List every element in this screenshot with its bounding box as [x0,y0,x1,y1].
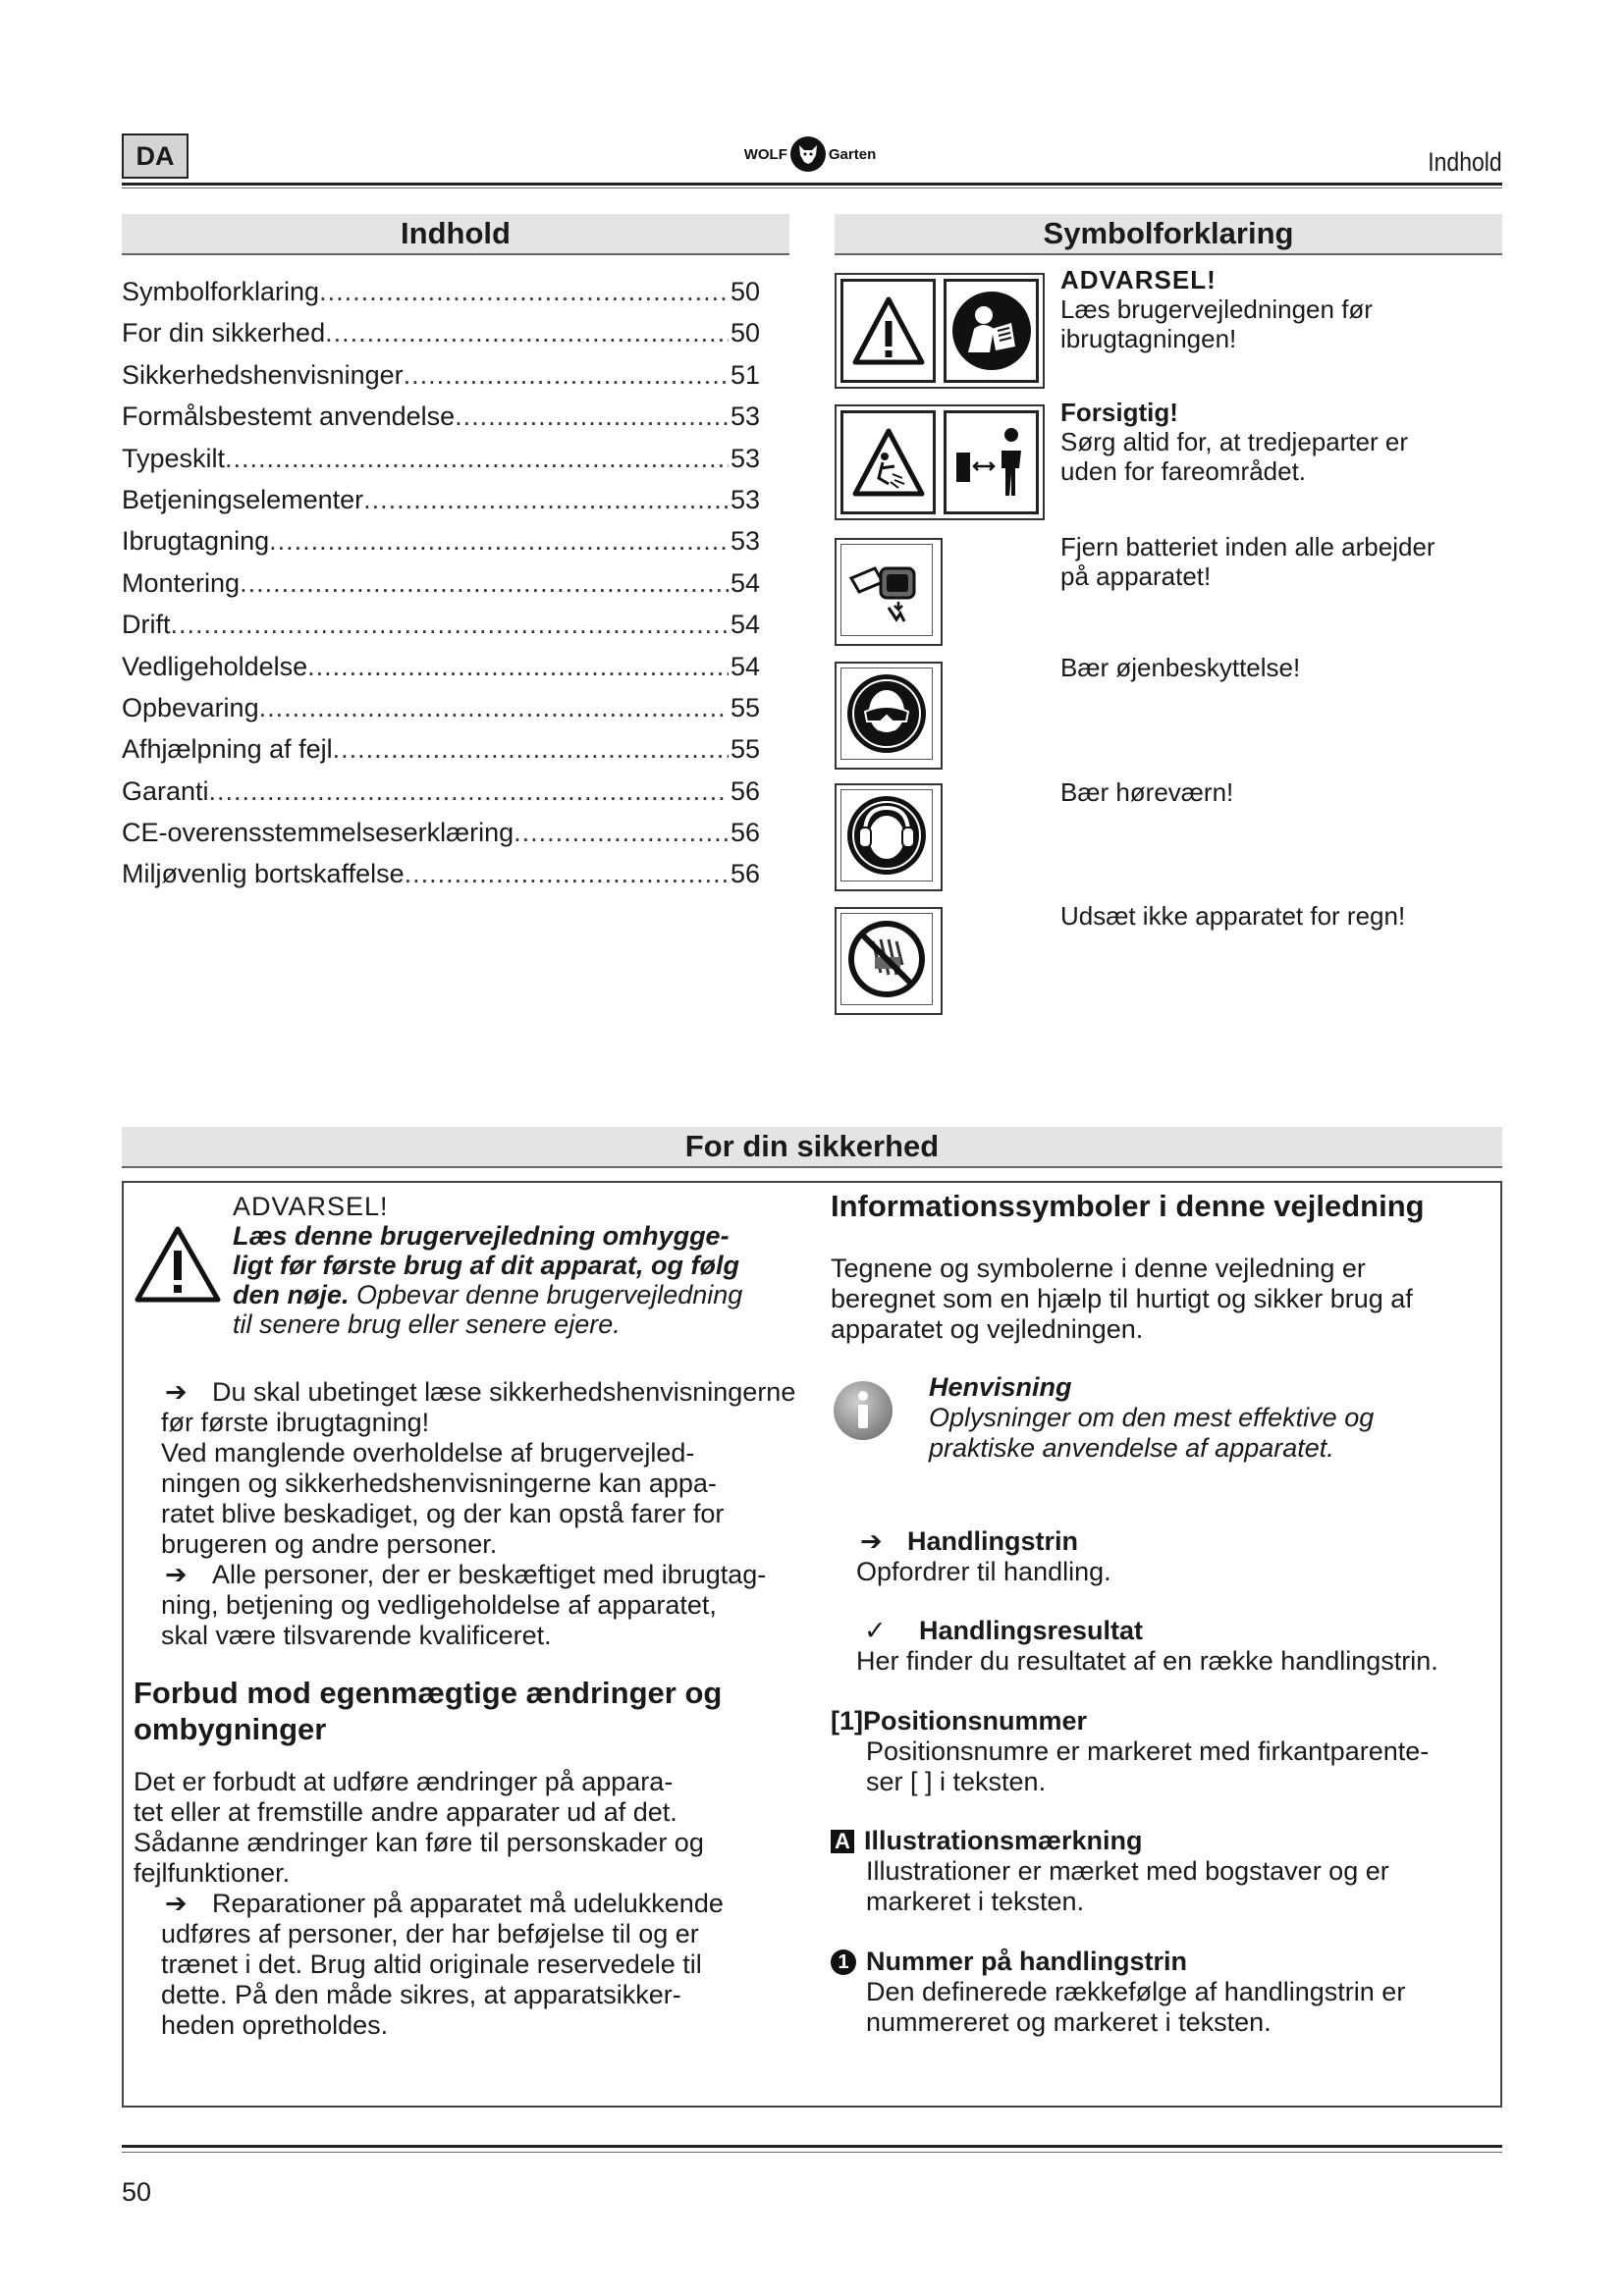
paragraph-line: brugeren og andre personer. [161,1529,498,1559]
toc-page: 55 [730,734,760,765]
illustration-line: Illustrationer er mærket med bogstaver og er [866,1856,1389,1886]
symbol-eye-text: Bær øjenbeskyttelse! [1060,653,1301,682]
toc-title: Indhold [122,214,789,255]
toc-label: CE-overensstemmelseserklæring [122,818,514,848]
paragraph-line: Ved manglende overholdelse af brugervejled- [161,1438,695,1468]
toc-label: For din sikkerhed [122,318,326,348]
nummer-line: nummereret og markeret i teksten. [866,2007,1272,2037]
toc-row[interactable] [122,652,760,693]
positionsnummer-line: ser [ ] i teksten. [866,1767,1047,1796]
toc-page: 54 [730,651,760,681]
letter-a-badge-icon: A [831,1830,854,1853]
bullet-line: ning, betjening og vedligeholdelse af apparatet, [161,1590,717,1620]
positionsnummer-line: Positionsnumre er markeret med firkantparente- [866,1736,1430,1766]
paragraph-line: ratet blive beskadiget, og der kan opstå farer for [161,1499,725,1528]
bullet-line: Reparationer på apparatet må udelukkende [212,1889,724,1918]
table-of-contents [122,277,760,901]
bullet-line: skal være tilsvarende kvalificeret. [161,1621,552,1650]
paragraph-line: apparatet og vejledningen. [831,1314,1144,1344]
symbol-battery-text: på apparatet! [1060,561,1212,591]
page-number: 50 [122,2177,152,2207]
bullet-line: dette. På den måde sikres, at apparatsikker- [161,1980,681,2009]
checkmark-icon: ✓ [864,1616,887,1645]
warning-line: Opbevar denne brugervejledning [349,1280,743,1309]
bullet-line: udføres af personer, der har beføjelse til og er [161,1919,699,1949]
warning-line: til senere brug eller senere ejere. [233,1309,621,1339]
toc-label: Opbevaring [122,692,259,722]
positionsnummer-block [831,1706,1429,1797]
toc-label: Afhjælpning af fejl [122,734,333,765]
paragraph-line: tet eller at fremstille andre apparater ud af det. [134,1797,677,1827]
toc-row[interactable] [122,568,760,610]
henvisning-line: Oplysninger om den mest effektive og [929,1403,1375,1432]
heading-forbud [134,1675,722,1747]
warning-big-icon [134,1225,222,1308]
toc-row[interactable] [122,360,760,401]
symbol-battery-text: Fjern batteriet inden alle arbejder [1060,532,1435,561]
nummer-block [831,1947,1405,2038]
illustration-title: Illustrationsmærkning [864,1826,1143,1855]
warning-line: ligt før første brug af dit apparat, og følg [233,1251,739,1280]
forbud-paragraph [134,1767,724,2041]
symbol-box-hearing-protection [835,783,943,891]
handlingsresultat-title: Handlingsresultat [919,1616,1144,1645]
header-rule-thin [122,187,1502,188]
toc-row[interactable] [122,818,760,859]
toc-page: 53 [730,484,760,514]
toc-label: Ibrugtagning [122,526,270,557]
paragraph-line: fejlfunktioner. [134,1858,291,1888]
header-rule [122,183,1502,186]
henvisning-line: praktiske anvendelse af apparatet. [929,1433,1334,1463]
paragraph-line: Tegnene og symbolerne i denne vejledning er [831,1254,1366,1283]
paragraph-line: beregnet som en hjælp til hurtigt og sikker brug af [831,1284,1413,1313]
toc-label: Drift [122,610,171,640]
info-icon [831,1378,895,1448]
toc-page: 51 [730,359,760,390]
brand-logo [731,130,889,179]
toc-label: Symbolforklaring [122,277,320,306]
safety-title: For din sikkerhed [122,1127,1502,1168]
read-manual-icon [944,279,1039,383]
toc-row[interactable] [122,859,760,900]
illustration-line: markeret i teksten. [866,1887,1085,1916]
symbol-warning-text: Læs brugervejledningen før [1060,294,1373,324]
handlingstrin-text: Opfordrer til handling. [856,1557,1111,1586]
toc-row[interactable] [122,693,760,734]
arrow-right-icon: ➔ [165,1889,188,1918]
toc-page: 54 [730,610,760,640]
heading-line: Forbud mod egenmægtige ændringer og [134,1676,723,1710]
bullet-line: trænet i det. Brug altid originale reservedele til [161,1949,702,1979]
henvisning-block [929,1372,1374,1464]
toc-page: 54 [730,567,760,598]
footer-rule-thin [122,2152,1502,2153]
toc-label: Vedligeholdelse [122,651,308,681]
toc-label: Typeskilt [122,443,226,473]
symbol-rain-text: Udsæt ikke apparatet for regn! [1060,901,1406,931]
keep-distance-icon [944,410,1039,514]
warning-title: ADVARSEL! [233,1192,389,1221]
toc-row[interactable] [122,485,760,526]
symbols-title: Symbolforklaring [835,214,1502,255]
handlingsresultat-text: Her finder du resultatet af en række handlingstrin. [856,1646,1438,1676]
logo-text-wolf: WOLF [743,145,787,163]
warning-block [233,1192,742,1339]
toc-row[interactable] [122,401,760,443]
toc-page: 56 [730,859,760,889]
toc-page: 53 [730,526,760,557]
toc-row[interactable] [122,610,760,651]
no-rain-icon [840,913,933,1005]
paragraph-line: Det er forbudt at udføre ændringer på appara- [134,1767,674,1796]
toc-row[interactable] [122,318,760,359]
bullet-line: heden opretholdes. [161,2010,389,2040]
nummer-line: Den definerede rækkefølge af handlingstrin er [866,1977,1406,2006]
toc-page: 50 [730,318,760,348]
toc-label: Sikkerhedshenvisninger [122,359,404,390]
toc-label: Formålsbestemt anvendelse [122,401,456,432]
heading-line: ombygninger [134,1712,327,1746]
header-section-title: Indhold [1428,147,1502,177]
symbol-caution-title: Forsigtig! [1060,398,1178,427]
remove-battery-icon [840,544,933,636]
symbol-warning-text: ibrugtagningen! [1060,324,1237,353]
arrow-right-icon: ➔ [165,1560,188,1589]
henvisning-title: Henvisning [929,1372,1072,1402]
toc-row[interactable] [122,734,760,775]
handlingstrin-block [856,1526,1111,1587]
toc-page: 50 [730,277,760,306]
number-one-circle-icon: 1 [831,1949,856,1975]
bullet-line: før første ibrugtagning! [161,1408,430,1437]
toc-page: 56 [730,818,760,848]
warning-line: Læs denne brugervejledning omhygge- [233,1221,730,1251]
nummer-title: Nummer på handlingstrin [866,1947,1188,1976]
language-badge: DA [122,133,189,179]
bullet-line: Du skal ubetinget læse sikkerhedshenvisningerne [212,1377,796,1407]
symbol-box-no-rain [835,907,943,1015]
heading-info-symbols: Informationssymboler i denne vejledning [831,1189,1425,1223]
wolf-head-icon [790,136,826,172]
thrown-objects-warning-icon [840,410,936,514]
warning-triangle-icon [840,279,936,383]
paragraph-line: Sådanne ændringer kan føre til personskader og [134,1828,704,1857]
toc-page: 55 [730,692,760,722]
bullet-line: Alle personer, der er beskæftiget med ibrugtag- [212,1560,767,1589]
toc-label: Garanti [122,775,209,806]
footer-rule [122,2145,1502,2148]
symbol-caution-text: uden for fareområdet. [1060,456,1307,486]
symbol-box-eye-protection [835,662,943,770]
toc-label: Montering [122,567,241,598]
toc-page: 53 [730,401,760,432]
toc-row[interactable] [122,776,760,818]
toc-label: Betjeningselementer [122,484,364,514]
toc-label: Miljøvenlig bortskaffelse [122,859,405,889]
warning-line: den nøje. [233,1280,350,1309]
positionsnummer-title: [1]Positionsnummer [831,1706,1088,1735]
eye-protection-icon [840,667,933,760]
symbol-hearing-text: Bær høreværn! [1060,777,1234,807]
safety-paragraph [161,1377,795,1651]
symbol-box-caution-distance [835,404,1045,520]
toc-row[interactable] [122,277,760,318]
arrow-right-icon: ➔ [165,1377,188,1407]
hearing-protection-icon [840,789,933,881]
symbol-box-battery [835,538,943,646]
toc-page: 53 [730,443,760,473]
illustration-block [831,1826,1389,1917]
arrow-right-icon: ➔ [860,1526,883,1556]
toc-page: 56 [730,775,760,806]
toc-row[interactable] [122,526,760,567]
info-paragraph [831,1254,1413,1345]
logo-text-garten: Garten [828,145,877,163]
symbol-box-warning-manual [835,273,1045,389]
handlingstrin-title: Handlingstrin [907,1526,1078,1556]
paragraph-line: ningen og sikkerhedshenvisningerne kan appa- [161,1468,717,1498]
toc-row[interactable] [122,444,760,485]
symbol-caution-text: Sørg altid for, at tredjeparter er [1060,427,1409,456]
symbol-warning-title: ADVARSEL! [1060,265,1217,294]
handlingsresultat-block [856,1616,1438,1677]
